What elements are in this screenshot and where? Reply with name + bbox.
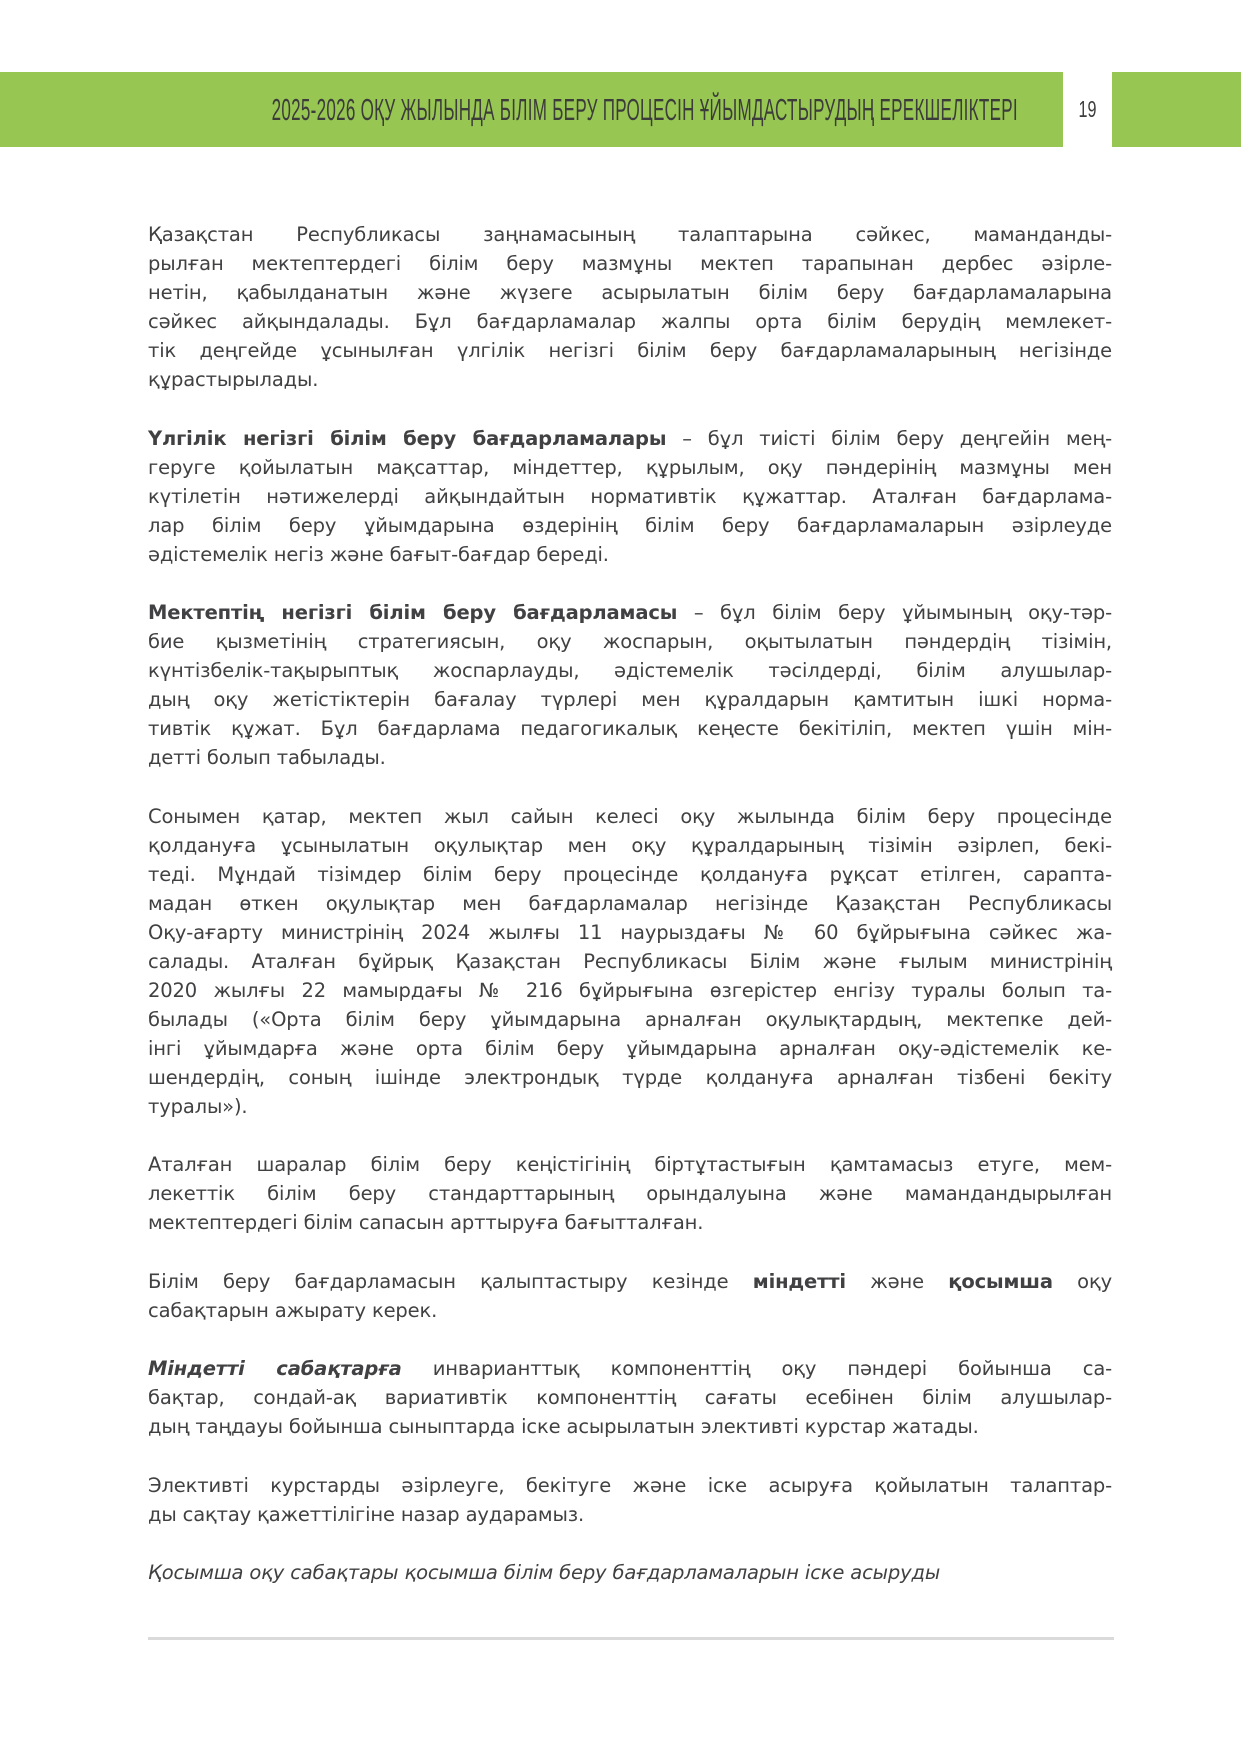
text-line — [148, 1208, 1112, 1237]
text-line — [148, 598, 1112, 627]
paragraph — [148, 1150, 1112, 1237]
text-segment: инварианттық компоненттің оқу пәндері бойынша са- — [401, 1357, 1113, 1380]
text-segment: күнтізбелік-тақырыптық жоспарлауды, әдістемелік тәсілдерді, білім алушылар- — [148, 659, 1112, 682]
header-accent-block — [1112, 72, 1241, 147]
text-segment: Оқу-ағарту министрінің 2024 жылғы 11 наурыздағы № 60 бұйрығына сәйкес жа- — [148, 920, 1112, 944]
text-line — [148, 1500, 1112, 1529]
text-segment: міндетті — [752, 1269, 846, 1293]
text-segment: лар білім беру ұйымдарына өздерінің білім беру бағдарламаларын әзірлеуде — [148, 513, 1112, 537]
header-title-bar — [0, 72, 1063, 147]
text-segment: – бұл тиісті білім беру деңгейін мең- — [666, 426, 1112, 450]
text-line — [148, 540, 1112, 569]
text-line — [148, 307, 1112, 336]
paragraph — [148, 220, 1112, 394]
text-segment: ды сақтау қажеттілігіне назар аударамыз. — [148, 1502, 585, 1526]
text-segment: теді. Мұндай тізімдер білім беру процесінде қолдануға рұқсат етілген, сарапта- — [148, 862, 1112, 886]
text-segment: әдістемелік негіз және бағыт-бағдар береді. — [148, 542, 609, 566]
text-segment: нетін, қабылданатын және жүзеге асырылатын білім беру бағдарламаларына — [148, 281, 1112, 304]
text-segment: күтілетін нәтижелерді айқындайтын нормативтік құжаттар. Аталған бағдарлама- — [148, 484, 1112, 508]
text-segment: 2020 жылғы 22 мамырдағы № 216 бұйрығына өзгерістер енгізу туралы болып та- — [148, 978, 1112, 1002]
page-number: 19 — [1070, 72, 1104, 147]
text-segment: Қосымша оқу сабақтары қосымша білім беру бағдарламаларын іске асыруды — [148, 1561, 941, 1584]
text-line — [148, 743, 1112, 772]
text-line — [148, 685, 1112, 714]
text-segment: құрастырылады. — [148, 368, 319, 391]
text-line — [148, 1471, 1112, 1500]
text-segment: бие қызметінің стратегиясын, оқу жоспарын, оқытылатын пәндердің тізімін, — [148, 630, 1112, 653]
text-line — [148, 220, 1112, 249]
text-segment: лекеттік білім беру стандарттарының орындалуына және мамандандырылған — [148, 1182, 1112, 1205]
text-segment: бақтар, сондай-ақ вариативтік компоненттің сағаты есебінен білім алушылар- — [148, 1386, 1112, 1409]
text-segment: мадан өткен оқулықтар мен бағдарламалар негізінде Қазақстан Республикасы — [148, 891, 1112, 915]
text-segment: сәйкес айқындалады. Бұл бағдарламалар жалпы орта білім берудің мемлекет- — [148, 310, 1112, 333]
text-line — [148, 365, 1112, 394]
text-segment: қолдануға ұсынылатын оқулықтар мен оқу құралдарының тізімін әзірлеп, бекі- — [148, 833, 1112, 857]
paragraph — [148, 1558, 1112, 1587]
paragraph — [148, 598, 1112, 772]
text-line — [148, 1005, 1112, 1034]
text-segment: қосымша — [948, 1269, 1053, 1293]
text-line — [148, 1063, 1112, 1092]
text-segment: рылған мектептердегі білім беру мазмұны мектеп тарапынан дербес әзірле- — [148, 252, 1112, 275]
text-segment: Қазақстан Республикасы заңнамасының талаптарына сәйкес, маманданды- — [148, 223, 1112, 246]
text-line — [148, 278, 1112, 307]
text-line — [148, 714, 1112, 743]
text-segment: шендердің, соның ішінде электрондық түрде қолдануға арналған тізбені бекіту — [148, 1065, 1112, 1089]
text-segment: мектептердегі білім сапасын арттыруға бағытталған. — [148, 1211, 704, 1234]
text-line — [148, 511, 1112, 540]
text-segment: дың оқу жетістіктерін бағалау түрлері мен құралдарын қамтитын ішкі норма- — [148, 688, 1112, 711]
paragraph — [148, 802, 1112, 1121]
text-segment: тивтік құжат. Бұл бағдарлама педагогикалық кеңесте бекітіліп, мектеп үшін мін- — [148, 717, 1112, 740]
text-segment: Аталған шаралар білім беру кеңістігінің біртұтастығын қамтамасыз етуге, мем- — [148, 1153, 1112, 1176]
text-line — [148, 1383, 1112, 1412]
text-segment: сабақтарын ажырату керек. — [148, 1298, 438, 1322]
text-line — [148, 802, 1112, 831]
text-segment: – бұл білім беру ұйымының оқу-тәр- — [677, 601, 1112, 624]
text-line — [148, 1354, 1112, 1383]
text-segment: детті болып табылады. — [148, 746, 386, 769]
text-line — [148, 1412, 1112, 1441]
text-line — [148, 424, 1112, 453]
text-line — [148, 656, 1112, 685]
header-title: 2025-2026 ОҚУ ЖЫЛЫНДА БІЛІМ БЕРУ ПРОЦЕСІН ҰЙЫМДАСТЫРУДЫҢ ЕРЕКШЕЛІКТЕРІ — [271, 92, 1018, 127]
text-segment: Сонымен қатар, мектеп жыл сайын келесі оқу жылында білім беру процесінде — [148, 804, 1112, 828]
text-line — [148, 627, 1112, 656]
text-segment: тік деңгейде ұсынылған үлгілік негізгі білім беру бағдарламаларының негізінде — [148, 339, 1112, 362]
text-segment: дың таңдауы бойынша сыныптарда іске асырылатын элективті курстар жатады. — [148, 1415, 979, 1438]
text-line — [148, 976, 1112, 1005]
paragraph — [148, 424, 1112, 569]
text-line — [148, 1034, 1112, 1063]
text-line — [148, 336, 1112, 365]
document-body — [148, 220, 1112, 1587]
text-line — [148, 482, 1112, 511]
text-segment: Мектептің негізгі білім беру бағдарламасы — [148, 601, 678, 624]
text-line — [148, 918, 1112, 947]
text-line — [148, 1267, 1112, 1296]
text-segment: Үлгілік негізгі білім беру бағдарламалары — [148, 426, 667, 450]
text-segment: былады («Орта білім беру ұйымдарына арналған оқулықтардың, мектепке дей- — [148, 1007, 1112, 1031]
text-line — [148, 1150, 1112, 1179]
text-line — [148, 249, 1112, 278]
text-segment: салады. Аталған бұйрық Қазақстан Республикасы Білім және ғылым министрінің — [148, 949, 1112, 973]
paragraph — [148, 1354, 1112, 1441]
text-line — [148, 860, 1112, 889]
text-line — [148, 947, 1112, 976]
text-line — [148, 1558, 1112, 1587]
text-segment: Міндетті сабақтарға — [148, 1357, 402, 1380]
text-segment: оқу — [1052, 1269, 1112, 1293]
text-segment: туралы»). — [148, 1094, 248, 1118]
paragraph — [148, 1471, 1112, 1529]
text-segment: Білім беру бағдарламасын қалыптастыру кезінде — [148, 1269, 753, 1293]
text-segment: інгі ұйымдарға және орта білім беру ұйымдарына арналған оқу-әдістемелік ке- — [148, 1036, 1112, 1060]
text-line — [148, 889, 1112, 918]
text-segment: және — [845, 1269, 949, 1293]
text-segment: Элективті курстарды әзірлеуге, бекітуге және іске асыруға қойылатын талаптар- — [148, 1473, 1112, 1497]
text-line — [148, 1092, 1112, 1121]
footer-divider — [148, 1637, 1114, 1640]
text-segment: геруге қойылатын мақсаттар, міндеттер, құрылым, оқу пәндерінің мазмұны мен — [148, 455, 1112, 479]
paragraph — [148, 1267, 1112, 1325]
text-line — [148, 831, 1112, 860]
text-line — [148, 1296, 1112, 1325]
text-line — [148, 453, 1112, 482]
text-line — [148, 1179, 1112, 1208]
